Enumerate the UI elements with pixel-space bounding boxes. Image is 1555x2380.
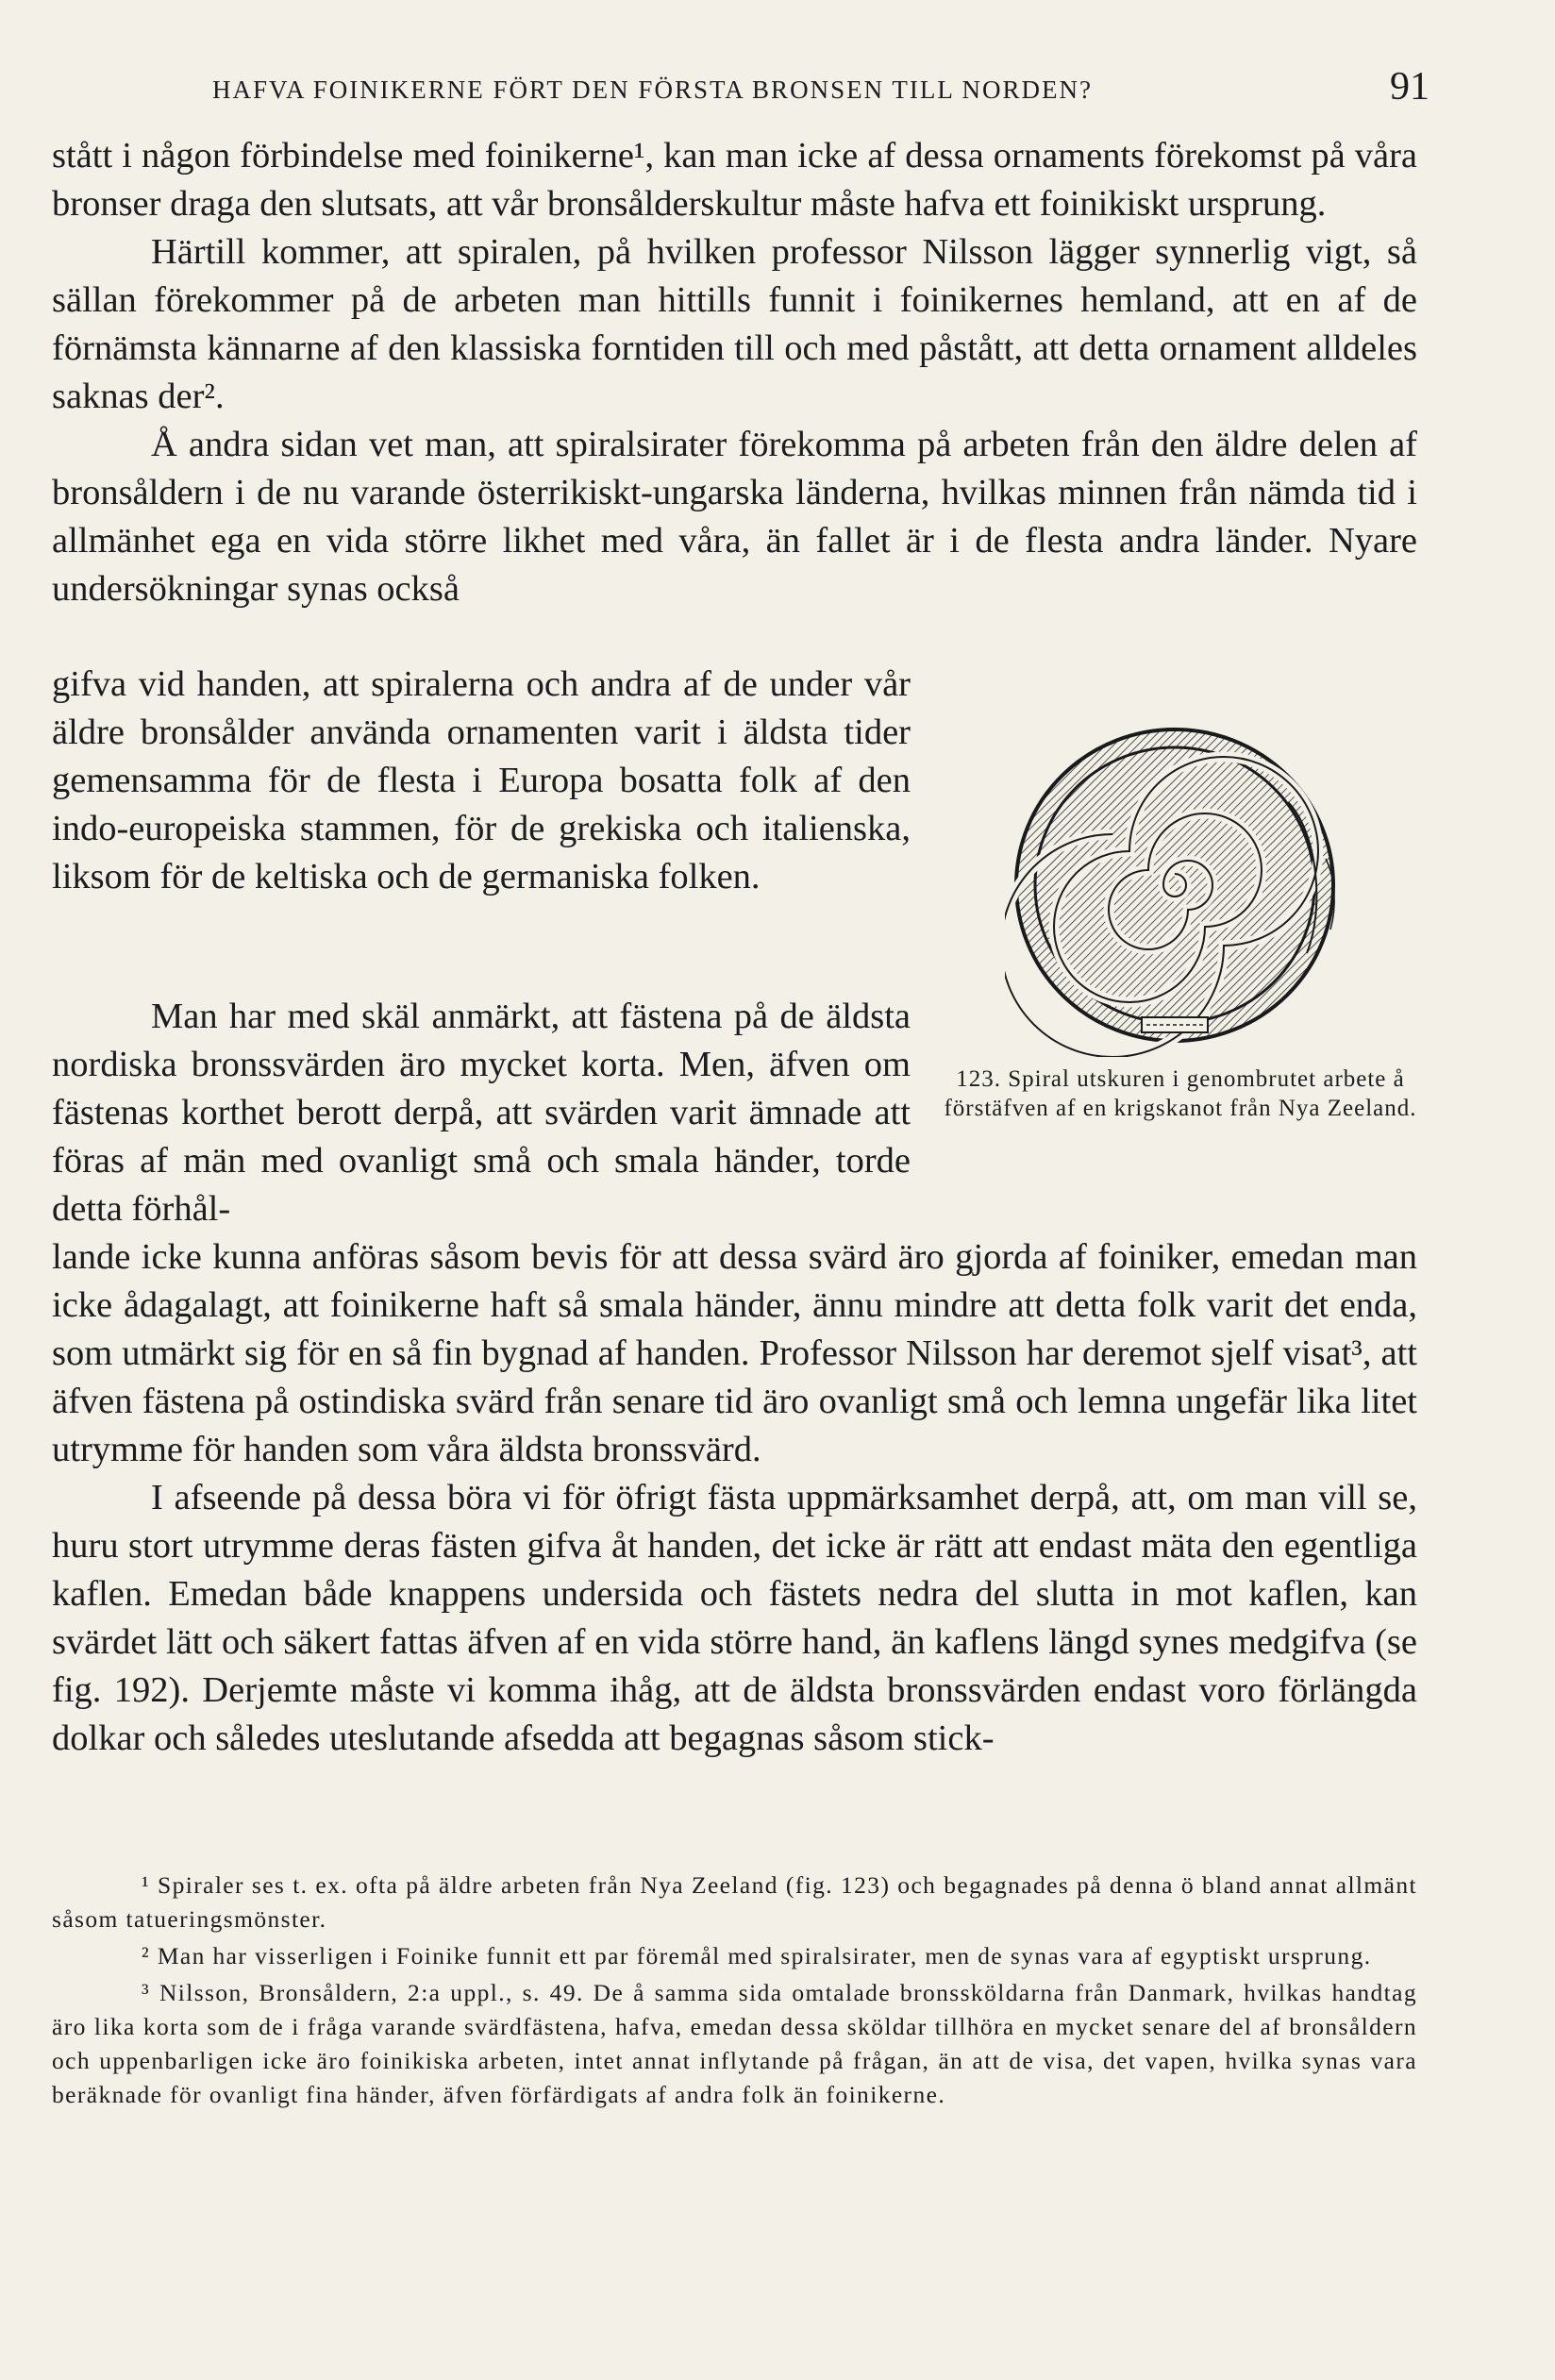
paragraph: lande icke kunna anföras såsom bevis för att dessa svärd äro gjorda af foiniker, emedan man icke ådagalagt, att foinikerne haft så smala händer, ännu mindre att detta folk varit det enda, som utmärkt sig för en så fin bygnad af handen. Professor Nilsson har deremot sjelf visat³, att äfven fästena på ostindiska svärd från senare tid äro ovanligt små och lemna ungefär lika litet utrymme för handen som våra äldsta bronssvärd. <box>52 1237 1417 1469</box>
paragraph: I afseende på dessa böra vi för öfrigt fästa uppmärksamhet derpå, att, om man vill se, huru stort utrymme deras fästen gifva åt handen, det icke är rätt att endast mäta den egentliga kaflen. Emedan både knappens undersida och fästets nedra del slutta in mot kaflen, kan svärdet lätt och säkert fattas äfven af en vida större hand, än kaflens längd synes medgifva (se fig. 192). Derjemte måste vi komma ihåg, att de äldsta bronssvärden endast voro förlängda dolkar och således uteslutande afsedda att begagnas såsom stick- <box>52 1478 1417 1758</box>
footnote: ² Man har visserligen i Foinike funnit ett par föremål med spiralsirater, men de synas vara af egyptiskt ursprung. <box>142 1942 1372 1969</box>
paragraph: Härtill kommer, att spiralen, på hvilken professor Nilsson lägger synnerlig vigt, så sällan förekommer på de arbeten man hittills funnit i foinikernes hemland, att en af de förnämsta kännarne af den klassiska forntiden till och med påstått, att detta ornament alldeles saknas der². <box>52 232 1417 416</box>
paragraph: stått i någon förbindelse med foinikerne¹, kan man icke af dessa ornaments förekomst på våra bronser draga den slutsats, att vår bronsålderskultur måste hafva ett foinikiskt ursprung. <box>52 136 1417 224</box>
footnote: ³ Nilsson, Bronsåldern, 2:a uppl., s. 49. De å samma sida omtalade bronssköldarna från Danmark, hvilkas handtag äro lika korta som de i fråga varande svärdfästena, hafva, emedan dessa sköldar tillhöra en mycket senare del af bronsåldern och uppenbarligen icke äro foinikiska arbeten, intet annat inflytande på frågan, än att de visa, det vapen, hvilka synas vara beräknade för ovanligt fina händer, äfven förfärdigats af andra folk än foinikerne. <box>52 1979 1417 2108</box>
page-number: 91 <box>1390 65 1430 109</box>
footnote: ¹ Spiraler ses t. ex. ofta på äldre arbeten från Nya Zeeland (fig. 123) och begagnades på denna ö bland annat allmänt såsom tatueringsmönster. <box>52 1871 1417 1933</box>
body-text-narrow-2 <box>52 993 911 1233</box>
spiral-figure <box>1005 717 1354 1057</box>
running-head <box>212 65 1430 115</box>
body-text-top <box>52 132 1417 613</box>
running-title: HAFVA FOINIKERNE FÖRT DEN FÖRSTA BRONSEN TILL NORDEN? <box>212 75 1094 104</box>
body-text-narrow-1 <box>52 661 911 901</box>
paragraph: Å andra sidan vet man, att spiralsirater förekomma på arbeten från den äldre delen af bronsåldern i de nu varande österrikiskt-ungarska länderna, hvilkas minnen från nämda tid i allmänhet ega en vida större likhet med våra, än fallet är i de flesta andra länder. Nyare undersökningar synas också <box>52 425 1417 609</box>
body-text-bottom <box>52 1233 1417 1763</box>
paragraph: Man har med skäl anmärkt, att fästena på de äldsta nordiska bronssvärden äro mycket korta. Men, äfven om fästenas korthet berott derpå, att svärden varit ämnade att föras af män med ovanligt små och smala händer, torde detta förhål- <box>52 997 911 1229</box>
paragraph: gifva vid handen, att spiralerna och andra af de under vår äldre bronsålder använda ornamenten varit i äldsta tider gemensamma för de flesta i Europa bosatta folk af den indo-europeiska stammen, för de grekiska och italienska, liksom för de keltiska och de germaniska folken. <box>52 664 911 897</box>
spiral-carving-image <box>1005 717 1354 1057</box>
footnotes <box>52 1869 1417 2115</box>
figure-caption: 123. Spiral utskuren i genombrutet arbete å förstäfven af en krigskanot från Nya Zeeland. <box>944 1066 1417 1121</box>
